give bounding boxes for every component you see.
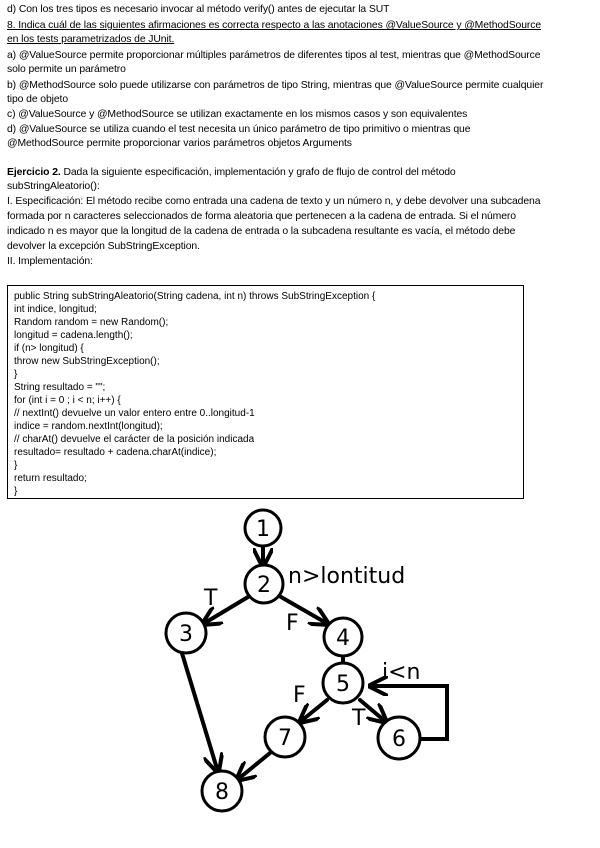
node-3-label: 3	[179, 622, 193, 647]
code-line: }	[14, 486, 18, 497]
exercise-intro-text: Dada la siguiente especificación, implementación y grafo de flujo de control del método	[60, 167, 456, 178]
code-line: // charAt() devuelve el carácter de la posición indicada	[14, 434, 255, 445]
code-line: throw new SubStringException();	[14, 356, 160, 367]
code-line: }	[14, 460, 18, 471]
code-line: if (n> longitud) {	[14, 343, 84, 354]
node-5-label: 5	[336, 672, 350, 697]
question-8-option-c: c) @ValueSource y @MethodSource se utilizan exactamente en los mismos casos y son equivalentes	[7, 109, 468, 120]
code-line: int indice, longitud;	[14, 304, 97, 315]
question-8-option-a-cont: solo permite un parámetro	[7, 64, 126, 75]
exercise-label: Ejercicio 2.	[7, 167, 61, 178]
code-line: public String subStringAleatorio(String cadena, int n) throws SubStringException {	[14, 291, 376, 302]
code-line: indice = random.nextInt(longitud);	[14, 421, 163, 432]
specification-line-3: indicado n es mayor que la longitud de la cadena de entrada o la subcadena resultante es vacía, el método debe	[7, 226, 516, 237]
question-8-title-cont: en los tests parametrizados de JUnit.	[7, 34, 175, 45]
specification-line-1: I. Especificación: El método recibe como entrada una cadena de texto y un número n, y debe devolver una subcadena	[7, 196, 541, 207]
node-2-label: 2	[257, 573, 271, 598]
question-8-option-d-cont: @MethodSource permite proporcionar varios parámetros objetos Arguments	[7, 138, 352, 149]
code-line: // nextInt() devuelve un valor entero entre 0..longitud-1	[14, 408, 255, 419]
code-line: Random random = new Random();	[14, 317, 169, 328]
implementation-title: II. Implementación:	[7, 256, 93, 267]
edge-7-8	[237, 753, 270, 780]
node-1-label: 1	[256, 517, 270, 542]
specification-line-2: formada por n caracteres seleccionados de forma aleatoria que pertenecen a la cadena de entrada. Si el número	[7, 211, 516, 222]
node-8-label: 8	[215, 780, 229, 805]
question-8-option-a: a) @ValueSource permite proporcionar múltiples parámetros de diferentes tipos al test, mientras que @MethodSource	[7, 50, 541, 61]
code-line: for (int i = 0 ; i < n; i++) {	[14, 395, 121, 406]
code-line: return resultado;	[14, 473, 87, 484]
condition-label-node-5: i<n	[382, 660, 421, 685]
code-line: }	[14, 369, 18, 380]
exercise-method-name: subStringAleatorio():	[7, 181, 100, 192]
question-7-option-d: d) Con los tres tipos es necesario invocar al método verify() antes de ejecutar la SUT	[7, 4, 390, 15]
edge-label-2-4: F	[286, 611, 299, 636]
edge-3-8	[181, 650, 218, 772]
edge-label-2-3: T	[204, 586, 218, 611]
code-line: String resultado = "";	[14, 382, 106, 393]
edge-label-5-7: F	[293, 683, 306, 708]
node-4-label: 4	[336, 626, 350, 651]
code-line: resultado= resultado + cadena.charAt(indice);	[14, 447, 217, 458]
code-line: longitud = cadena.length();	[14, 330, 133, 341]
question-8-option-b-cont: tipo de objeto	[7, 94, 68, 105]
condition-label-node-2: n>lontitud	[288, 564, 406, 589]
edge-label-5-6: T	[352, 706, 366, 731]
node-6-label: 6	[392, 727, 406, 752]
specification-line-4: devolver la excepción SubStringException.	[7, 241, 200, 252]
question-8-option-b: b) @MethodSource solo puede utilizarse con parámetros de tipo String, mientras que @ValueSource permite cualquier	[7, 80, 544, 91]
node-7-label: 7	[278, 726, 292, 751]
question-8-option-d: d) @ValueSource se utiliza cuando el test necesita un único parámetro de tipo primitivo o mientras que	[7, 124, 471, 135]
question-8-title: 8. Indica cuál de las siguientes afirmaciones es correcta respecto a las anotaciones @ValueSource y @MethodSource	[7, 20, 542, 31]
